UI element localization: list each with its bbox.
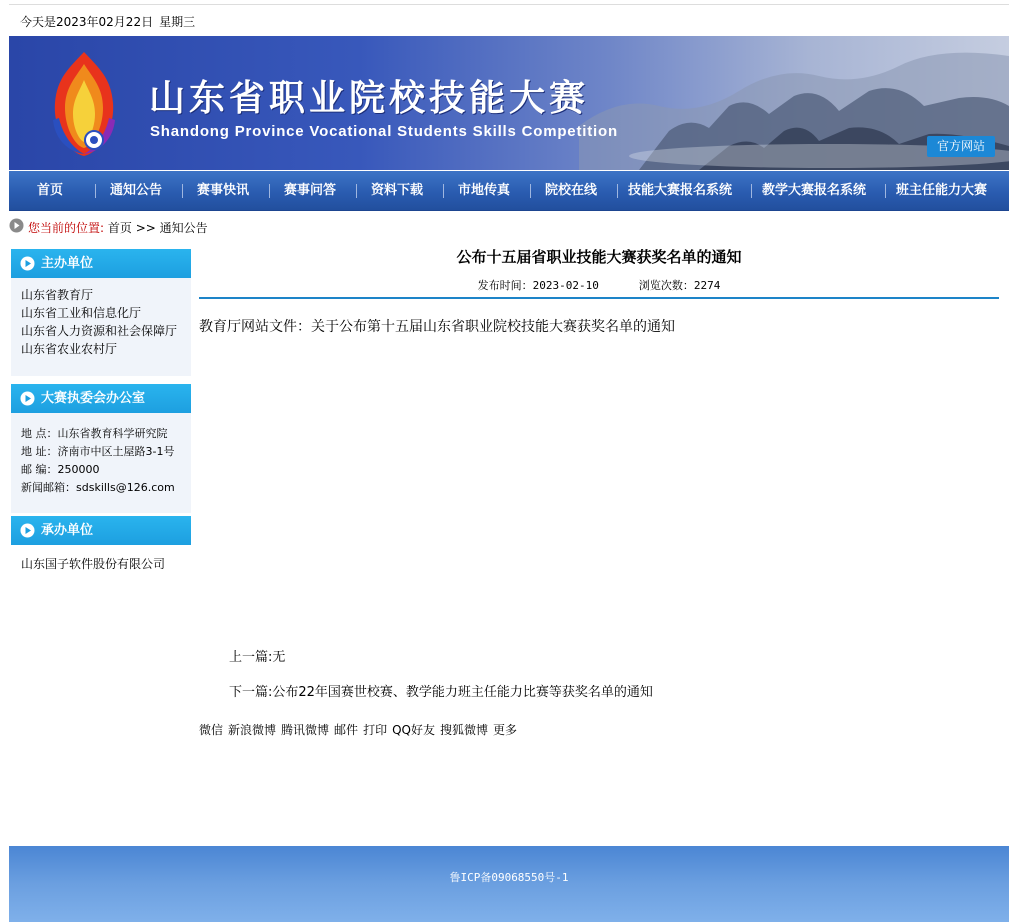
current-date [20, 13, 195, 30]
main-nav [9, 171, 1009, 211]
next-article-link[interactable]: 下一篇:公布22年国赛世校赛、教学能力班主任能力比赛等获奖名单的通知 [229, 685, 653, 700]
sidebar-host-list [11, 278, 191, 376]
breadcrumb [9, 215, 1009, 237]
sidebar-office-title: 大赛执委会办公室 [41, 391, 146, 406]
weekday-text: 星期三 [159, 15, 196, 29]
share-bar [199, 721, 522, 738]
nav-item-schools[interactable]: 院校在线 [545, 183, 598, 198]
view-count: 浏览次数：2274 [638, 279, 721, 292]
nav-separator [269, 184, 270, 198]
nav-separator [617, 184, 618, 198]
share-wechat[interactable]: 微信 [199, 723, 224, 737]
list-item: 邮 编：250000 [21, 463, 100, 476]
nav-separator [530, 184, 531, 198]
nav-separator [885, 184, 886, 198]
official-site-button[interactable]: 官方网站 [927, 136, 995, 157]
sidebar-host-header [11, 249, 191, 278]
list-item: 山东省教育厅 [21, 288, 94, 302]
nav-item-home[interactable]: 首页 [37, 183, 64, 198]
site-banner [9, 36, 1009, 170]
share-print[interactable]: 打印 [363, 723, 388, 737]
nav-item-downloads[interactable]: 资料下载 [371, 183, 424, 198]
breadcrumb-text [28, 219, 208, 236]
sidebar-organizer-title: 承办单位 [41, 523, 94, 538]
article-divider [199, 297, 999, 299]
list-item: 山东省农业农村厅 [21, 342, 118, 356]
sidebar-office-list [11, 413, 191, 513]
nav-item-notices[interactable]: 通知公告 [110, 183, 163, 198]
icp-record[interactable]: 鲁ICP备09068550号-1 [449, 871, 569, 884]
banner-title-en: Shandong Province Vocational Students Skills Competition [150, 123, 618, 140]
share-sohu-weibo[interactable]: 搜狐微博 [439, 723, 488, 737]
date-text: 今天是2023年02月22日 [20, 15, 154, 29]
list-item: 地 址：济南市中区土屋路3-1号 [21, 445, 175, 458]
nav-separator [443, 184, 444, 198]
sidebar-organizer-header [11, 516, 191, 545]
site-footer [9, 846, 1009, 922]
play-circle-icon [20, 523, 35, 538]
nav-separator [751, 184, 752, 198]
competition-flame-logo [39, 48, 129, 160]
article-body-link[interactable]: 教育厅网站文件：关于公布第十五届山东省职业院校技能大赛获奖名单的通知 [199, 319, 675, 335]
share-tencent-weibo[interactable]: 腾讯微博 [281, 723, 330, 737]
nav-item-skills-registration[interactable]: 技能大赛报名系统 [628, 183, 733, 198]
sidebar-office-box [11, 384, 191, 513]
sidebar-host-box [11, 249, 191, 376]
sidebar-host-title: 主办单位 [41, 256, 94, 271]
nav-item-teaching-registration[interactable]: 教学大赛报名系统 [762, 183, 867, 198]
top-date-bar [9, 4, 1009, 35]
list-item: 山东省人力资源和社会保障厅 [21, 324, 178, 338]
play-circle-icon [20, 391, 35, 406]
sidebar-office-header [11, 384, 191, 413]
arrow-circle-icon [9, 218, 24, 233]
share-more[interactable]: 更多 [493, 723, 518, 737]
nav-separator [182, 184, 183, 198]
nav-item-city-fax[interactable]: 市地传真 [458, 183, 511, 198]
share-qq-friends[interactable]: QQ好友 [392, 723, 435, 737]
nav-separator [95, 184, 96, 198]
sidebar-organizer-box [11, 516, 191, 579]
nav-item-qa[interactable]: 赛事问答 [284, 183, 337, 198]
sidebar-organizer-list [11, 545, 191, 579]
nav-separator [356, 184, 357, 198]
article-title: 公布十五届省职业技能大赛获奖名单的通知 [456, 248, 742, 266]
play-circle-icon [20, 256, 35, 271]
list-item: 山东国子软件股份有限公司 [21, 557, 166, 571]
banner-title-cn: 山东省职业院校技能大赛 [149, 78, 590, 119]
share-email[interactable]: 邮件 [334, 723, 359, 737]
publish-time: 发布时间：2023-02-10 [477, 279, 599, 292]
list-item: 新闻邮箱：sdskills@126.com [21, 481, 175, 494]
share-sina-weibo[interactable]: 新浪微博 [228, 723, 277, 737]
nav-item-news[interactable]: 赛事快讯 [197, 183, 250, 198]
article-meta [199, 277, 999, 293]
nav-item-headteacher-contest[interactable]: 班主任能力大赛 [896, 183, 988, 198]
breadcrumb-label: 您当前的位置: [28, 221, 105, 235]
list-item: 山东省工业和信息化厅 [21, 306, 142, 320]
list-item: 地 点：山东省教育科学研究院 [21, 427, 168, 440]
breadcrumb-path[interactable]: 首页 >> 通知公告 [107, 221, 208, 235]
prev-article-link[interactable]: 上一篇:无 [229, 650, 286, 665]
